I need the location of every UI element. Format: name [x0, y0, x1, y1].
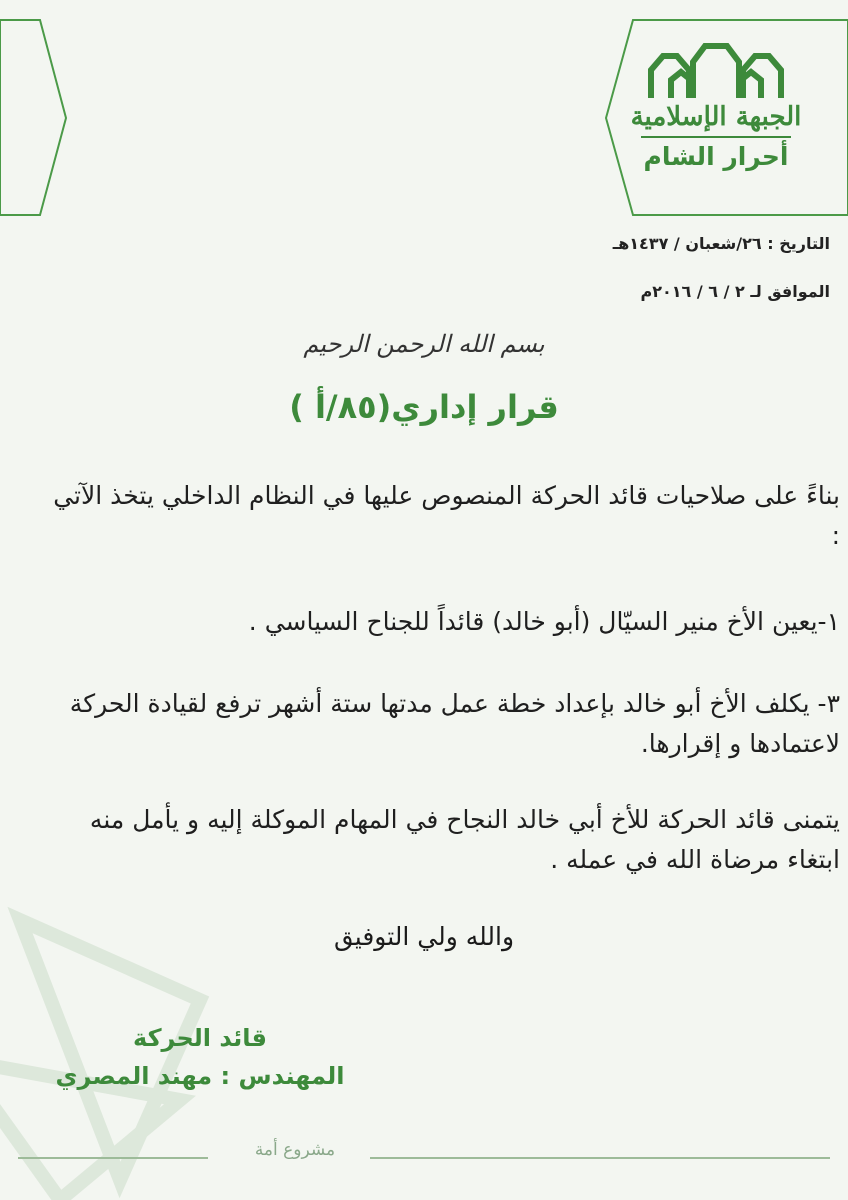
logo-subtitle-arabic: أحرار الشام [643, 142, 789, 171]
decision-title: قرار إداري(٨٥/أ ) [289, 388, 559, 426]
decision-item-1: ١-يعين الأخ منير السيّال (أبو خالد) قائداً للجناح السياسي . [248, 607, 840, 636]
intro-paragraph: بناءً على صلاحيات قائد الحركة المنصوص عليها في النظام الداخلي يتخذ الآتي : [53, 481, 840, 550]
basmala: بسم الله الرحمن الرحيم [303, 330, 545, 358]
footer-line-left [18, 1157, 208, 1159]
decision-item-3: ٣- يكلف الأخ أبو خالد بإعداد خطة عمل مدتها ستة أشهر ترفع لقيادة الحركة لاعتمادها و إقرارها. [69, 689, 840, 758]
hijri-date: التاريخ : ٢٦/شعبان / ١٤٣٧هـ [612, 234, 830, 253]
organization-logo [628, 40, 804, 200]
closing-phrase: والله ولي التوفيق [333, 922, 515, 951]
gregorian-date: الموافق لـ ٢ / ٦ / ٢٠١٦م [640, 282, 830, 301]
footer-label: مشروع أمة [254, 1140, 336, 1160]
left-border-shape [0, 0, 70, 230]
logo-title-arabic: الجبهة الإسلامية [630, 102, 802, 132]
wish-paragraph: يتمنى قائد الحركة للأخ أبي خالد النجاح في المهام الموكلة إليه و يأمل منه ابتغاء مرضاة الله في عمله . [89, 805, 840, 874]
logo-arches-icon [641, 40, 791, 100]
signature-title: قائد الحركة [133, 1024, 267, 1052]
signature-name: المهندس : مهند المصري [55, 1062, 345, 1090]
footer-line-right [370, 1157, 830, 1159]
logo-divider [641, 136, 791, 138]
